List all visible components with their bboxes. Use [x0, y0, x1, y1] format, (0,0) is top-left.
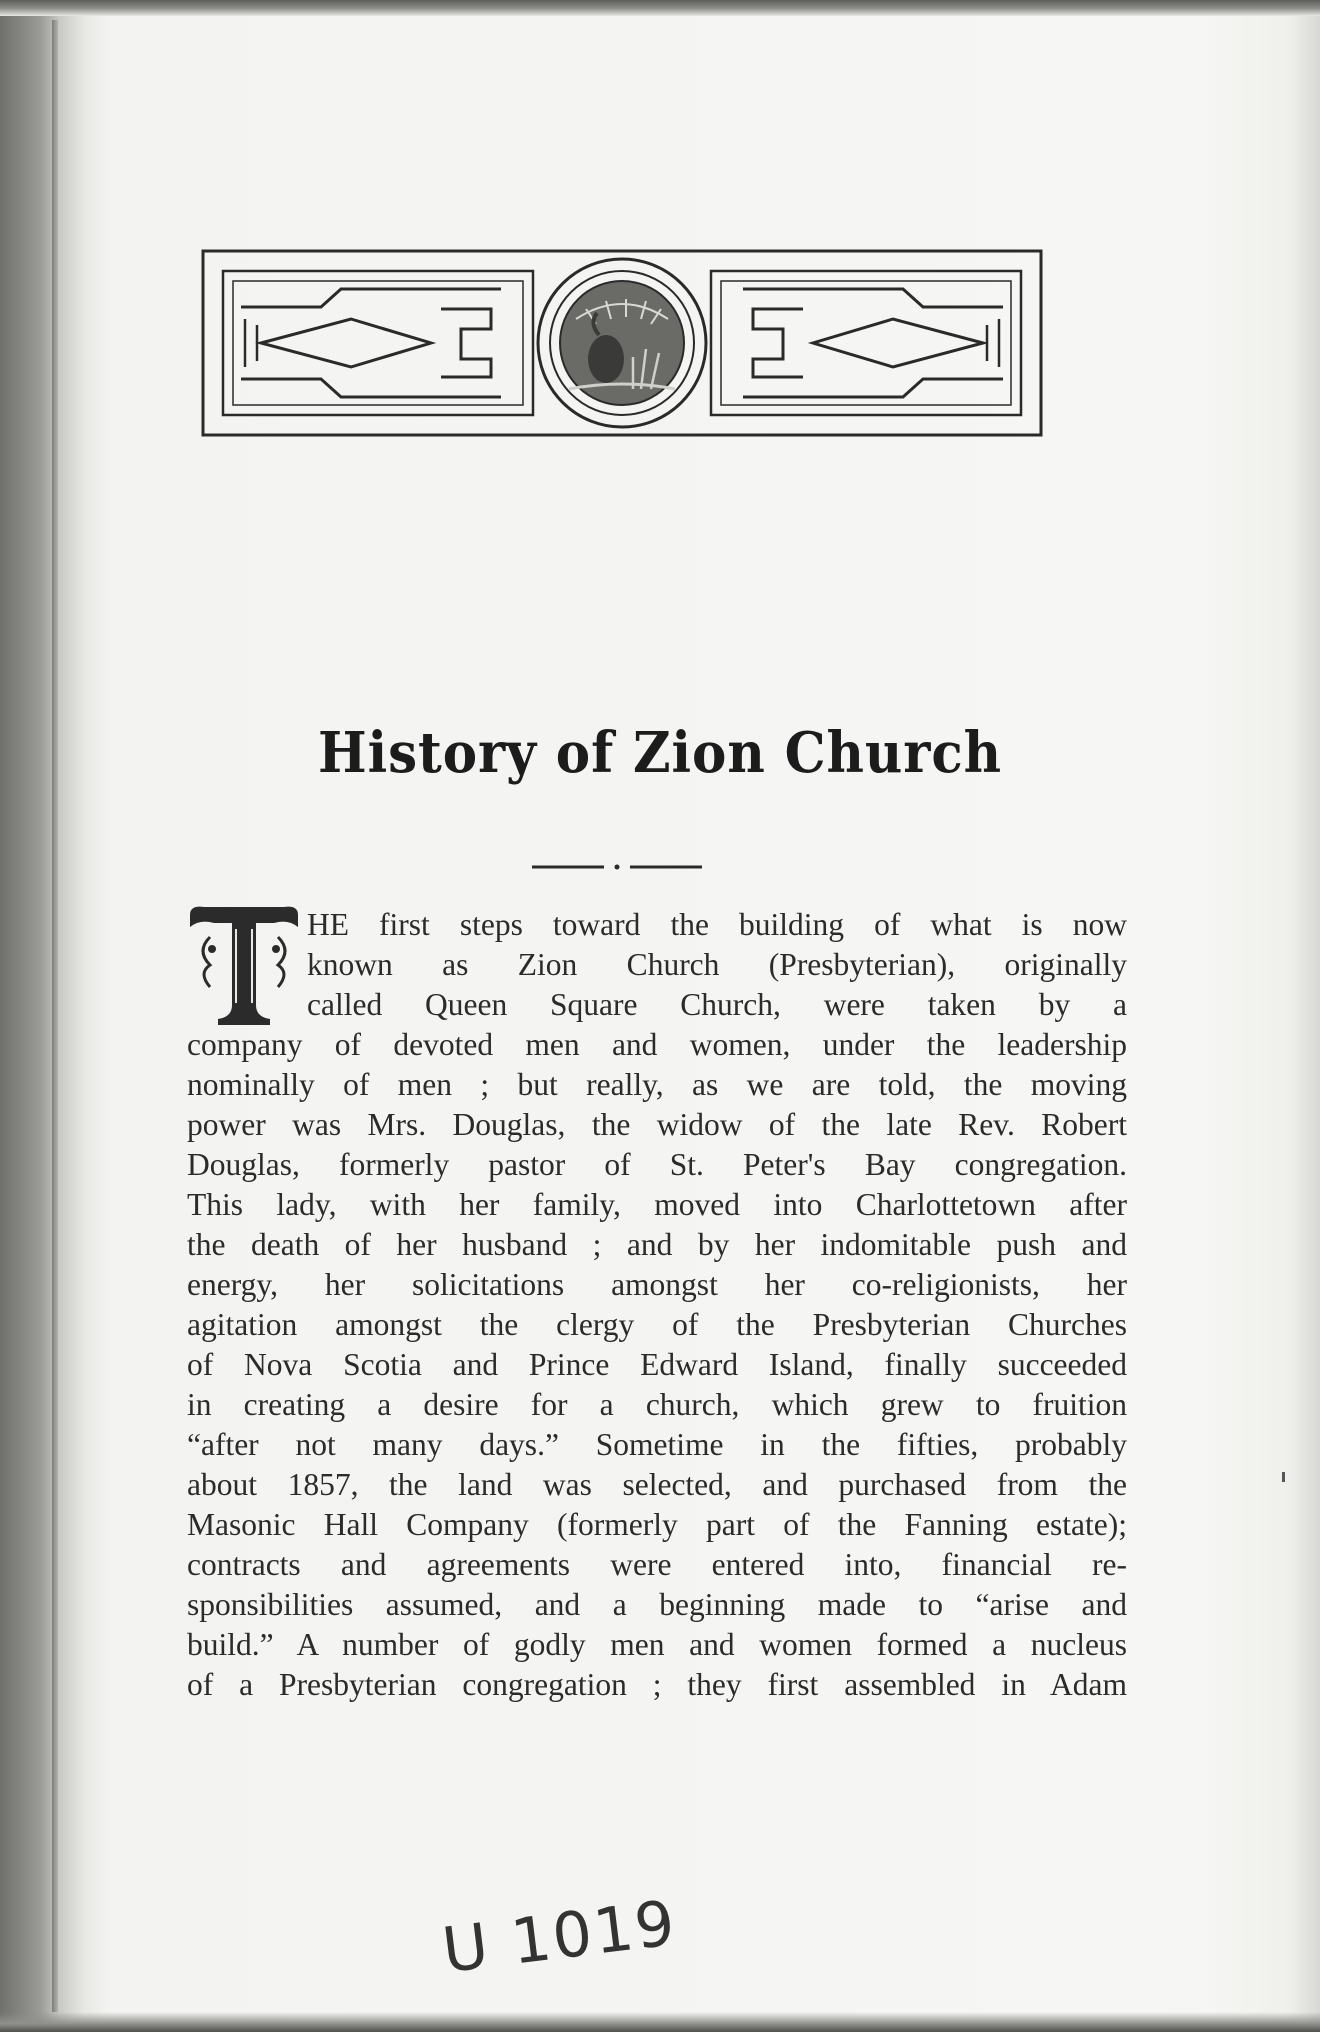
body-text [187, 905, 1127, 1705]
body-line: of Nova Scotia and Prince Edward Island, finally succeeded [187, 1347, 1127, 1382]
body-line: company of devoted men and women, under the leadership [187, 1027, 1127, 1062]
page-title: History of Zion Church [318, 720, 1002, 786]
scan-top-edge [0, 0, 1320, 16]
body-line: the death of her husband ; and by her indomitable push and [187, 1227, 1127, 1262]
document-page [92, 20, 1292, 2012]
decorated-initial-T-icon [184, 901, 304, 1027]
body-line: power was Mrs. Douglas, the widow of the late Rev. Robert [187, 1107, 1127, 1142]
body-line: about 1857, the land was selected, and purchased from the [187, 1467, 1127, 1502]
body-line: energy, her solicitations amongst her co-religionists, her [187, 1267, 1127, 1302]
scan-bottom-edge [0, 2012, 1320, 2032]
body-line: of a Presbyterian congregation ; they first assembled in Adam [187, 1667, 1127, 1702]
body-line: sponsibilities assumed, and a beginning made to “arise and [187, 1587, 1127, 1622]
body-line: contracts and agreements were entered into, financial re- [187, 1547, 1127, 1582]
body-line: build.” A number of godly men and women formed a nucleus [187, 1627, 1127, 1662]
body-line: known as Zion Church (Presbyterian), originally [307, 947, 1127, 982]
page-gutter [52, 20, 58, 2012]
header-ornament-icon [201, 249, 1043, 437]
body-line: Douglas, formerly pastor of St. Peter's Bay congregation. [187, 1147, 1127, 1182]
body-line: “after not many days.” Sometime in the fifties, probably [187, 1427, 1127, 1462]
body-line: agitation amongst the clergy of the Presbyterian Churches [187, 1307, 1127, 1342]
body-line: called Queen Square Church, were taken by a [307, 987, 1127, 1022]
body-line: in creating a desire for a church, which grew to fruition [187, 1387, 1127, 1422]
body-line: HE first steps toward the building of what is now [307, 907, 1127, 942]
title-divider [532, 862, 702, 872]
body-line: Masonic Hall Company (formerly part of the Fanning estate); [187, 1507, 1127, 1542]
body-line: nominally of men ; but really, as we are told, the moving [187, 1067, 1127, 1102]
body-line: This lady, with her family, moved into Charlottetown after [187, 1187, 1127, 1222]
handwritten-note: U 1019 [438, 1885, 681, 1988]
